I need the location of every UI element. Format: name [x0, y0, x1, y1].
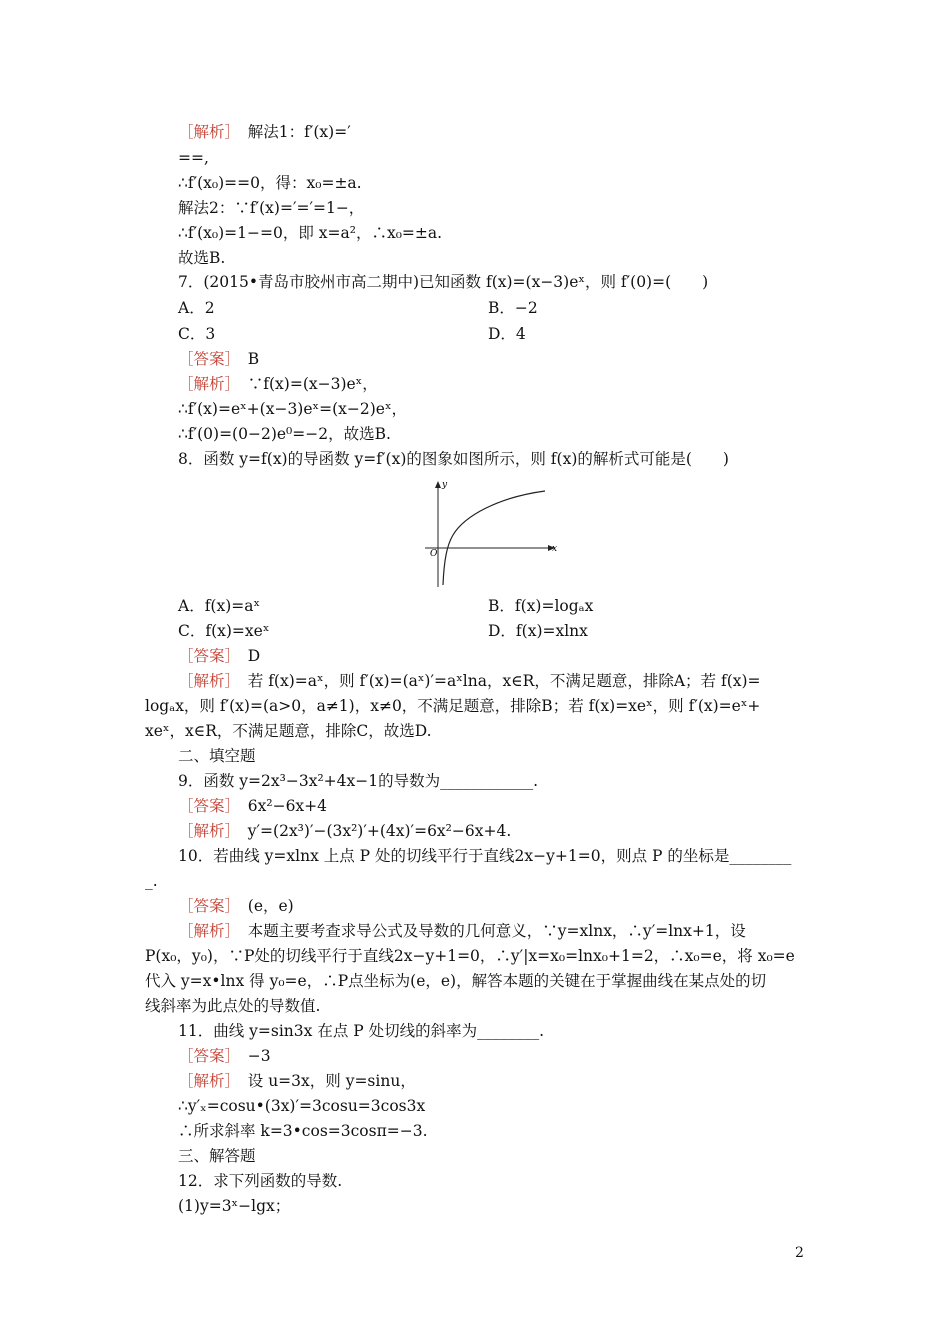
line-text: ∵f(x)=(x−3)eˣ， — [232, 375, 378, 393]
line-text: C．3 — [178, 325, 216, 343]
line-text: _. — [145, 872, 158, 890]
line-text: 解法1：f′(x)=′ — [232, 123, 351, 141]
label-tag: ［答案］ — [178, 647, 233, 665]
text-line — [178, 424, 391, 444]
text-line — [178, 248, 225, 268]
line-text: ∴y′ₓ=cosu•(3x)′=3cosu=3cos3x — [178, 1097, 426, 1115]
text-line — [178, 173, 362, 193]
line-text: ∴f′(x)=eˣ+(x−3)eˣ=(x−2)eˣ， — [178, 400, 408, 418]
text-line — [178, 148, 209, 168]
label-tag: ［答案］ — [178, 897, 233, 915]
text-line — [145, 996, 320, 1016]
line-text: 二、填空题 — [178, 747, 256, 765]
y-axis-arrow — [435, 481, 441, 488]
line-text: 9．函数 y=2x³−3x²+4x−1的导数为____________. — [178, 772, 539, 790]
line-text: (1)y=3ˣ−lgx； — [178, 1197, 291, 1215]
option-right: D．f(x)=xlnx — [488, 622, 588, 640]
line-text: 10．若曲线 y=xlnx 上点 P 处的切线平行于直线2x−y+1=0，则点 P 的坐标是________ — [178, 847, 792, 865]
text-line — [178, 1196, 290, 1216]
text-line — [178, 896, 294, 916]
text-line — [178, 1021, 544, 1041]
text-line — [178, 596, 594, 616]
line-text: 本题主要考查求导公式及导数的几何意义，∵y=xlnx，∴y′=lnx+1，设 — [232, 922, 746, 940]
text-line — [178, 846, 791, 866]
text-line — [178, 771, 538, 791]
line-text: 7．(2015•青岛市胶州市高二期中)已知函数 f(x)=(x−3)eˣ，则 f′(0)=( ) — [178, 273, 709, 291]
text-line — [178, 1171, 342, 1191]
line-text: ∴f′(0)=(0−2)e⁰=−2，故选B. — [178, 425, 391, 443]
line-text: ∴所求斜率 k=3•cos=3cosπ=−3. — [178, 1122, 428, 1140]
text-line — [178, 449, 729, 469]
line-text: D — [232, 647, 261, 665]
text-line — [145, 946, 795, 966]
text-line — [178, 198, 364, 218]
option-right: B．f(x)=logₐx — [488, 597, 594, 615]
text-line — [178, 272, 708, 292]
label-tag: ［解析］ — [178, 375, 233, 393]
text-line — [178, 298, 538, 318]
line-text: ==, — [178, 149, 209, 167]
line-text: 11．曲线 y=sin3x 在点 P 处切线的斜率为________. — [178, 1022, 545, 1040]
text-line — [145, 696, 760, 716]
line-text: B — [232, 350, 260, 368]
option-right: B．−2 — [488, 299, 538, 317]
page-number: 2 — [795, 1245, 804, 1261]
text-line — [178, 621, 588, 641]
text-line — [178, 921, 746, 941]
text-line — [178, 223, 442, 243]
line-text: 线斜率为此点处的导数值. — [145, 997, 321, 1015]
text-line — [145, 871, 158, 891]
line-text: xeˣ，x∈R，不满足题意，排除C，故选D. — [145, 722, 432, 740]
text-line — [178, 324, 526, 344]
line-text: 故选B. — [178, 249, 226, 267]
line-text: 三、解答题 — [178, 1147, 256, 1165]
x-axis-label: x — [552, 544, 558, 554]
line-text: 解法2：∵f′(x)=′=′=1−， — [178, 199, 365, 217]
option-right: D．4 — [488, 325, 526, 343]
text-line — [178, 122, 351, 142]
text-line — [178, 1071, 416, 1091]
text-line — [145, 971, 766, 991]
line-text: ∴f′(x₀)==0，得：x₀=±a. — [178, 174, 362, 192]
label-tag: ［解析］ — [178, 672, 233, 690]
curve — [443, 491, 545, 585]
text-line — [178, 1146, 256, 1166]
line-text: ∴f′(x₀)=1−=0，即 x=a²，∴x₀=±a. — [178, 224, 443, 242]
text-line — [178, 671, 761, 691]
line-text: 代入 y=x•lnx 得 y₀=e，∴P点坐标为(e，e)，解答本题的关键在于掌握曲线在某点处的切 — [145, 972, 767, 990]
line-text: A．f(x)=aˣ — [178, 597, 261, 615]
line-text: P(x₀，y₀)，∵P处的切线平行于直线2x−y+1=0，∴y′|x=x₀=lnx₀+1=2，∴x₀=e，将 x₀=e — [145, 947, 795, 965]
text-line — [178, 374, 378, 394]
text-line — [178, 1096, 425, 1116]
line-text: A．2 — [178, 299, 215, 317]
y-axis-label: y — [442, 480, 448, 490]
label-tag: ［解析］ — [178, 123, 233, 141]
text-line — [178, 821, 511, 841]
text-line — [178, 349, 259, 369]
line-text: y′=(2x³)′−(3x²)′+(4x)′=6x²−6x+4. — [232, 822, 512, 840]
label-tag: ［解析］ — [178, 922, 233, 940]
text-line — [178, 1121, 428, 1141]
line-text: −3 — [232, 1047, 271, 1065]
text-line — [178, 746, 256, 766]
line-text: C．f(x)=xeˣ — [178, 622, 270, 640]
line-text: 8．函数 y=f(x)的导函数 y=f′(x)的图象如图所示，则 f(x)的解析式可能是( ) — [178, 450, 729, 468]
text-line — [178, 399, 407, 419]
label-tag: ［解析］ — [178, 822, 233, 840]
origin-label: O — [430, 549, 438, 559]
text-line — [145, 721, 432, 741]
line-text: (e，e) — [232, 897, 294, 915]
derivative-graph — [420, 475, 560, 590]
text-line — [178, 1046, 271, 1066]
text-line — [178, 796, 327, 816]
label-tag: ［解析］ — [178, 1072, 233, 1090]
line-text: 12．求下列函数的导数. — [178, 1172, 343, 1190]
line-text: 6x²−6x+4 — [232, 797, 328, 815]
label-tag: ［答案］ — [178, 797, 233, 815]
text-line — [178, 646, 260, 666]
label-tag: ［答案］ — [178, 1047, 233, 1065]
line-text: 设 u=3x，则 y=sinu， — [232, 1072, 416, 1090]
line-text: 若 f(x)=aˣ，则 f′(x)=(aˣ)′=aˣlna，x∈R，不满足题意，排除A；若 f(x)= — [232, 672, 761, 690]
label-tag: ［答案］ — [178, 350, 233, 368]
line-text: logₐx，则 f′(x)=(a>0，a≠1)，x≠0，不满足题意，排除B；若 f(x)=xeˣ，则 f′(x)=eˣ+ — [145, 697, 761, 715]
